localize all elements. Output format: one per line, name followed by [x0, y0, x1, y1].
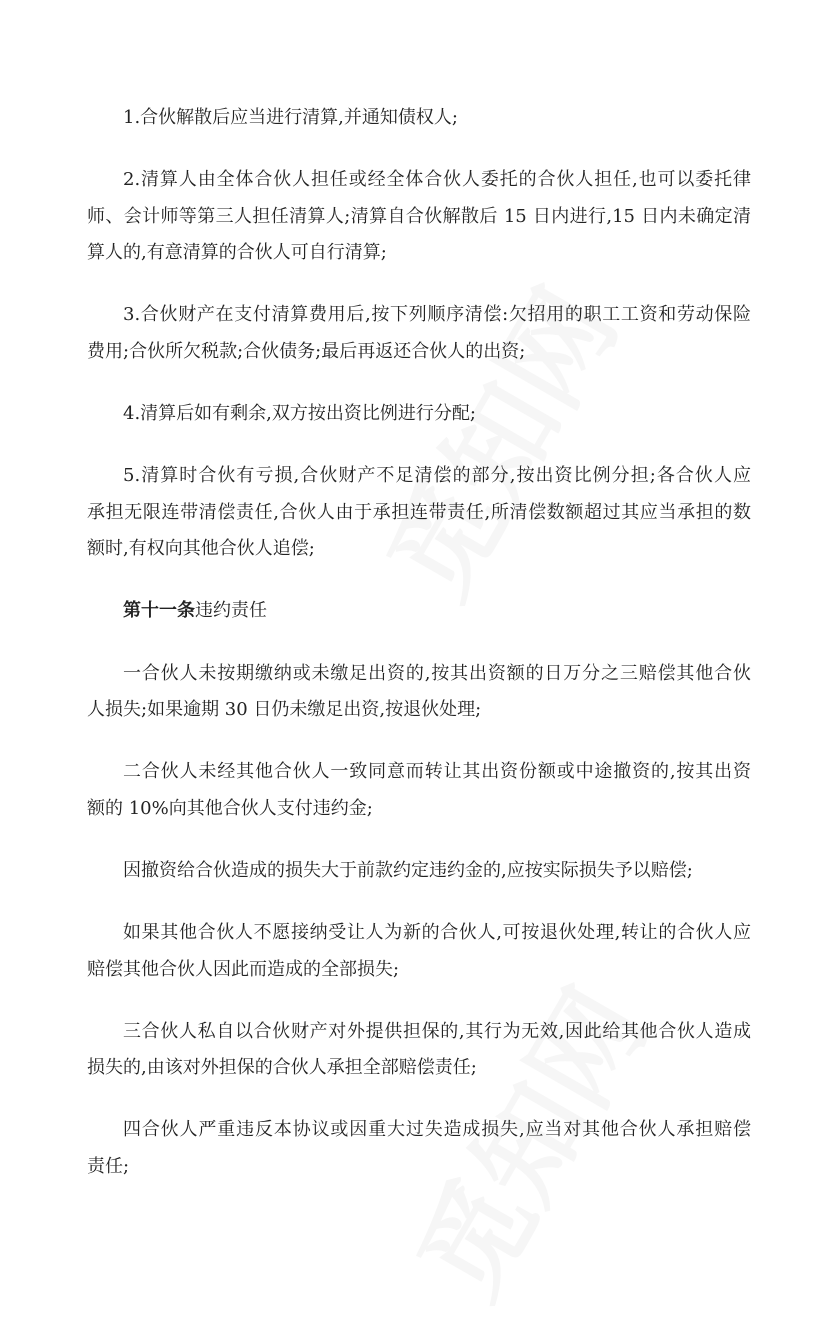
- paragraph: [87, 162, 751, 272]
- paragraph: [87, 656, 751, 729]
- paragraph: [87, 754, 751, 827]
- paragraph: [87, 396, 751, 433]
- text-line: 费用;合伙所欠税款;合伙债务;最后再返还合伙人的出资;: [87, 340, 526, 362]
- text-line: 一合伙人未按期缴纳或未缴足出资的,按其出资额的日万分之三赔偿其他合伙: [123, 662, 751, 684]
- text-line: 二合伙人未经其他合伙人一致同意而转让其出资份额或中途撤资的,按其出资: [123, 761, 751, 783]
- text-line: 3.合伙财产在支付清算费用后,按下列顺序清偿:欠招用的职工工资和劳动保险: [123, 304, 751, 326]
- text-line: 承担无限连带清偿责任,合伙人由于承担连带责任,所清偿数额超过其应当承担的数: [87, 501, 751, 523]
- paragraph: [87, 458, 751, 568]
- article-number: 第十一条: [123, 600, 195, 622]
- text-line: 5.清算时合伙有亏损,合伙财产不足清偿的部分,按出资比例分担;各合伙人应: [123, 465, 751, 487]
- paragraph: [87, 853, 751, 890]
- text-line: 人损失;如果逾期 30 日仍未缴足出资,按退伙处理;: [87, 699, 482, 721]
- document-page: [87, 100, 751, 1211]
- paragraph: [87, 915, 751, 988]
- text-line: 4.清算后如有剩余,双方按出资比例进行分配;: [123, 403, 476, 425]
- text-line: 算人的,有意清算的合伙人可自行清算;: [87, 242, 387, 264]
- text-line: 额时,有权向其他合伙人追偿;: [87, 538, 315, 560]
- paragraph: [87, 100, 751, 137]
- text-line: 三合伙人私自以合伙财产对外提供担保的,其行为无效,因此给其他合伙人造成: [123, 1020, 751, 1042]
- article-title: 违约责任: [195, 600, 267, 622]
- paragraph: [87, 297, 751, 370]
- text-line: 额的 10%向其他合伙人支付违约金;: [87, 797, 373, 819]
- text-line: 如果其他合伙人不愿接纳受让人为新的合伙人,可按退伙处理,转让的合伙人应: [123, 922, 751, 943]
- text-line: 师、会计师等第三人担任清算人;清算自合伙解散后 15 日内进行,15 日内未确定清: [87, 205, 751, 227]
- paragraph: [87, 1014, 751, 1087]
- text-line: 因撤资给合伙造成的损失大于前款约定违约金的,应按实际损失予以赔偿;: [123, 859, 693, 881]
- paragraph: [87, 1112, 751, 1185]
- text-line: 损失的,由该对外担保的合伙人承担全部赔偿责任;: [87, 1057, 477, 1079]
- section-heading: [87, 593, 751, 630]
- text-line: 2.清算人由全体合伙人担任或经全体合伙人委托的合伙人担任,也可以委托律: [123, 169, 751, 191]
- text-line: 责任;: [87, 1155, 130, 1177]
- text-line: 1.合伙解散后应当进行清算,并通知债权人;: [123, 107, 458, 128]
- text-line: 四合伙人严重违反本协议或因重大过失造成损失,应当对其他合伙人承担赔偿: [123, 1119, 751, 1141]
- text-line: 赔偿其他合伙人因此而造成的全部损失;: [87, 958, 400, 980]
